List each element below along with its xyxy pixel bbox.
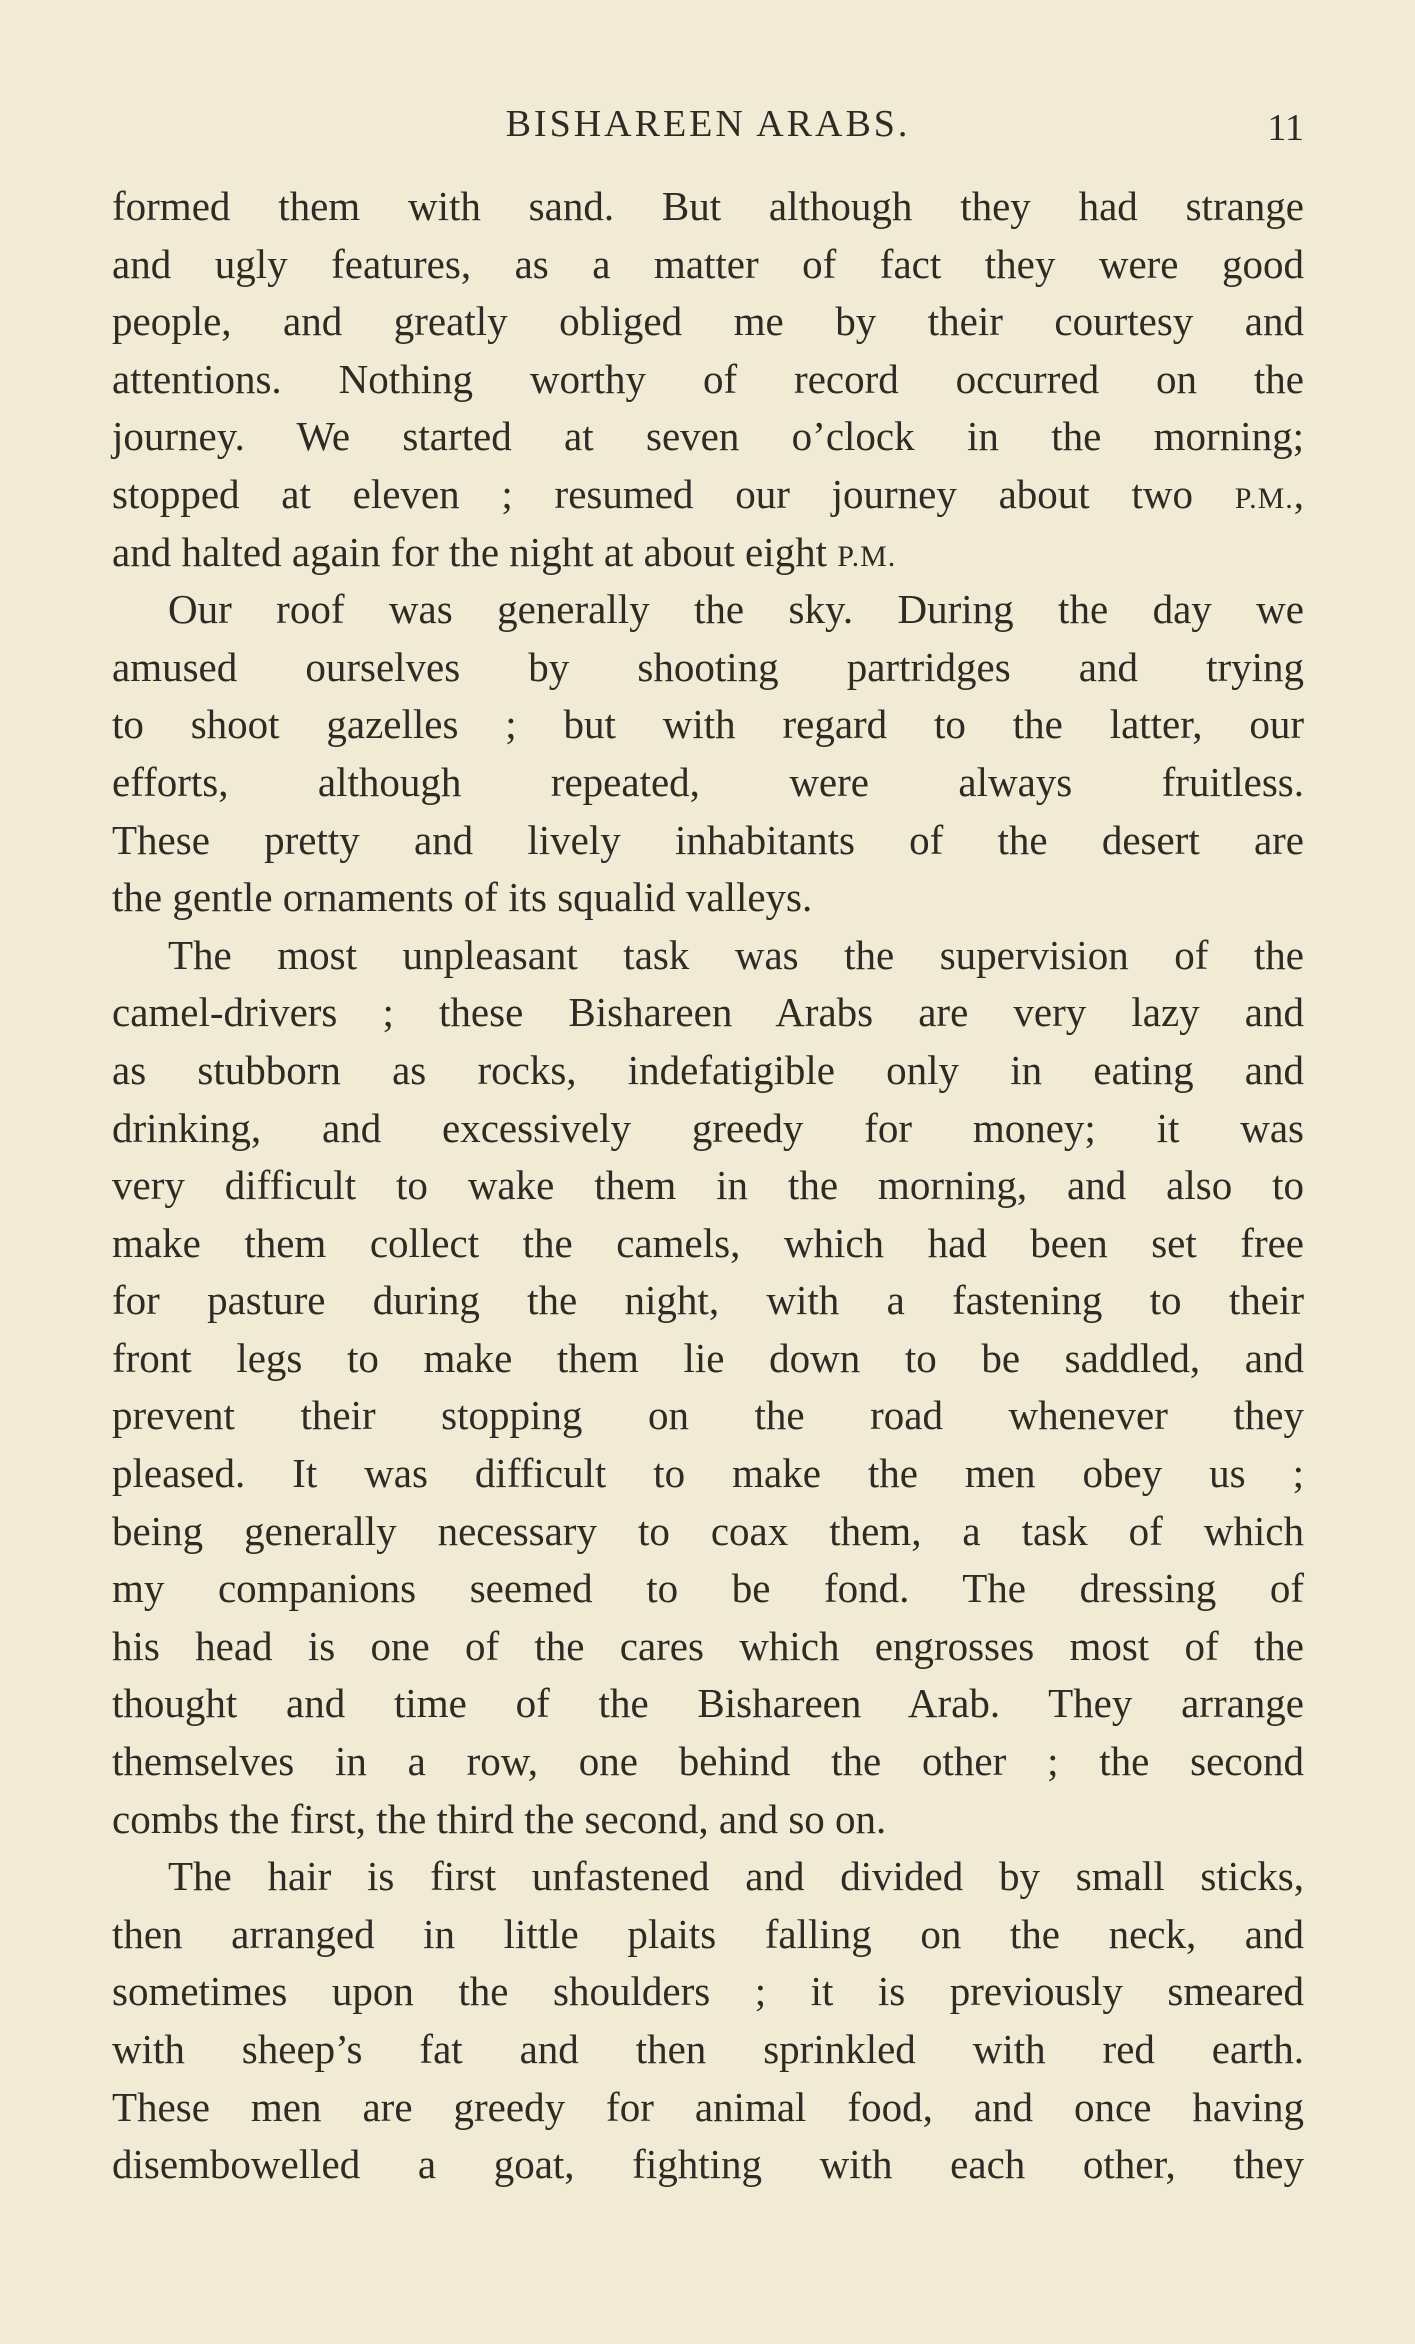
text-line: for pasture during the night, with a fastening to their <box>112 1277 1304 1324</box>
text-line: amused ourselves by shooting partridges and trying <box>112 643 1304 690</box>
text-line: These men are greedy for animal food, and once having <box>112 2083 1304 2130</box>
text-line: sometimes upon the shoulders ; it is previously smeared <box>112 1968 1304 2015</box>
text-line: then arranged in little plaits falling on the neck, and <box>112 1910 1304 1957</box>
text-line: as stubborn as rocks, indefatigible only in eating and <box>112 1046 1304 1093</box>
text-line: camel-drivers ; these Bishareen Arabs are very lazy and <box>112 989 1304 1036</box>
text-line: very difficult to wake them in the morning, and also to <box>112 1162 1304 1209</box>
text-line: thought and time of the Bishareen Arab. They arrange <box>112 1680 1304 1727</box>
text-line: journey. We started at seven o’clock in the morning; <box>112 413 1304 460</box>
text-line: pleased. It was difficult to make the men obey us ; <box>112 1450 1304 1497</box>
text-line: his head is one of the cares which engrosses most of the <box>112 1622 1304 1669</box>
page-number: 11 <box>1267 107 1304 149</box>
body-text <box>112 178 1304 2194</box>
text-line: people, and greatly obliged me by their courtesy and <box>112 298 1304 345</box>
text-line: attentions. Nothing worthy of record occurred on the <box>112 355 1304 402</box>
page-header <box>112 102 1304 162</box>
text-line: and ugly features, as a matter of fact they were good <box>112 240 1304 287</box>
text-line: and halted again for the night at about eight P.M. <box>112 528 897 575</box>
text-line: themselves in a row, one behind the other ; the second <box>112 1738 1304 1785</box>
text-line: front legs to make them lie down to be saddled, and <box>112 1334 1304 1381</box>
text-line: combs the first, the third the second, and so on. <box>112 1795 887 1842</box>
text-line: These pretty and lively inhabitants of the desert are <box>112 816 1304 863</box>
text-line: formed them with sand. But although they had strange <box>112 183 1304 229</box>
text-line: Our roof was generally the sky. During the day we <box>168 586 1304 633</box>
text-line: drinking, and excessively greedy for money; it was <box>112 1104 1304 1151</box>
text-line: prevent their stopping on the road whenever they <box>112 1392 1304 1439</box>
text-line: The most unpleasant task was the supervision of the <box>168 931 1304 978</box>
text-line: efforts, although repeated, were always fruitless. <box>112 758 1304 805</box>
text-line: with sheep’s fat and then sprinkled with red earth. <box>112 2026 1304 2072</box>
text-line: my companions seemed to be fond. The dressing of <box>112 1565 1304 1612</box>
text-line: to shoot gazelles ; but with regard to the latter, our <box>112 701 1304 748</box>
text-line: being generally necessary to coax them, a task of which <box>112 1507 1304 1554</box>
running-head: BISHAREEN ARABS. <box>505 103 911 145</box>
text-line: the gentle ornaments of its squalid valleys. <box>112 874 813 921</box>
text-line: disembowelled a goat, fighting with each other, they <box>112 2141 1304 2188</box>
text-line: The hair is first unfastened and divided by small sticks, <box>168 1853 1304 1900</box>
text-line: stopped at eleven ; resumed our journey about two P.M., <box>112 470 1304 517</box>
text-line: make them collect the camels, which had been set free <box>112 1219 1304 1266</box>
